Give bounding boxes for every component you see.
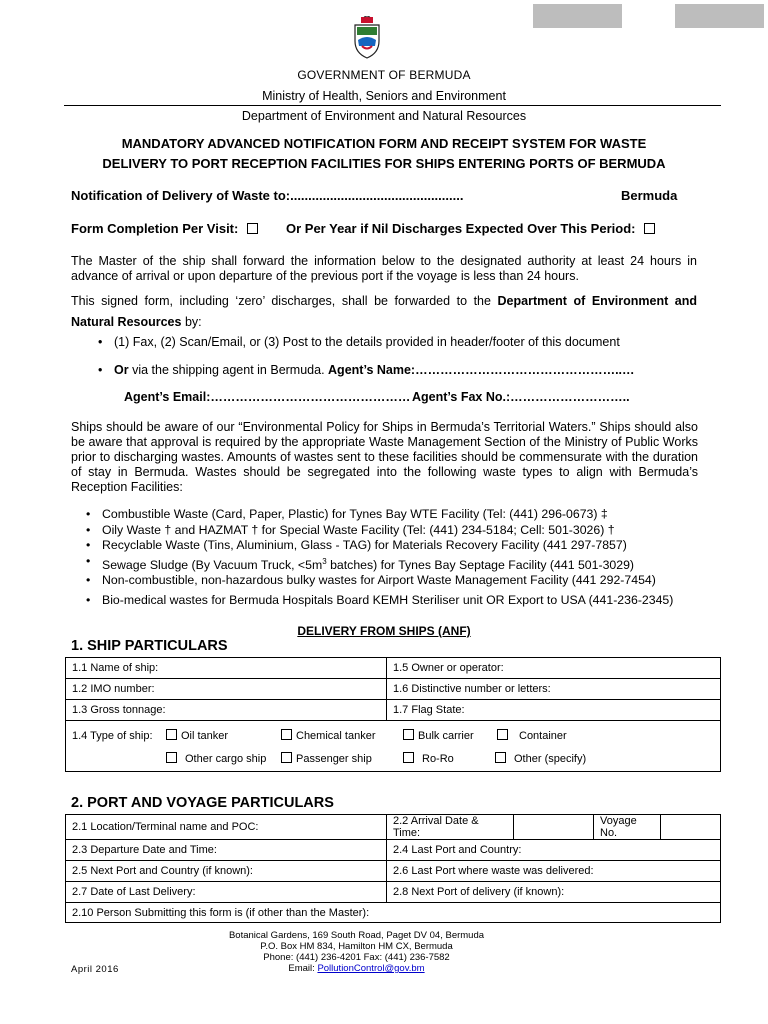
table-row (66, 882, 721, 903)
location-terminal-field[interactable]: 2.1 Location/Terminal name and POC: (66, 815, 387, 840)
port-voyage-table (65, 814, 721, 923)
per-visit-checkbox[interactable] (247, 223, 258, 234)
submission-methods-list (98, 335, 738, 349)
list-item: • Bio-medical wastes for Bermuda Hospitals Board KEMH Steriliser unit OR Export to USA (441-236-2345) (86, 593, 736, 609)
type-bulk-carrier[interactable] (403, 729, 474, 742)
arrival-date-input[interactable] (514, 815, 594, 840)
department-name: Department of Environment and Natural Resources (241, 109, 527, 123)
type-other-cargo[interactable] (166, 752, 266, 765)
checkbox-icon[interactable] (403, 729, 414, 740)
per-visit-label: Form Completion Per Visit: (71, 221, 239, 236)
completion-row (71, 221, 262, 236)
next-delivery-port-field[interactable]: 2.8 Next Port of delivery (if known): (387, 882, 721, 903)
agent-instruction: via the shipping agent in Bermuda. (128, 363, 329, 377)
ship-type-cell (66, 721, 721, 772)
intro-paragraph-2-start: This signed form, including ‘zero’ discharges, shall be forwarded to the (71, 294, 498, 308)
list-item: • Recyclable Waste (Tins, Aluminium, Glass - TAG) for Materials Recovery Facility (441 297-7857) (86, 538, 736, 554)
submission-method-text: (1) Fax, (2) Scan/Email, or (3) Post to the details provided in header/footer of this document (114, 335, 620, 349)
owner-operator-field[interactable]: 1.5 Owner or operator: (387, 658, 721, 679)
voyage-no-label: Voyage No. (594, 815, 661, 840)
table-row (66, 815, 721, 840)
type-oil-tanker-label: Oil tanker (181, 730, 229, 742)
type-passenger-ship[interactable] (281, 752, 372, 765)
checkbox-icon[interactable] (166, 729, 177, 740)
distinctive-number-field[interactable]: 1.6 Distinctive number or letters: (387, 679, 721, 700)
section-2-heading: 2. PORT AND VOYAGE PARTICULARS (71, 795, 334, 811)
header-placeholder-box-1 (533, 4, 622, 28)
delivery-heading: DELIVERY FROM SHIPS (ANF) (297, 624, 471, 638)
or-label: Or (114, 363, 129, 377)
agent-name-field[interactable]: Agent’s Name:…………………………………………..… (328, 363, 635, 377)
departure-date-field[interactable]: 2.3 Departure Date and Time: (66, 840, 387, 861)
checkbox-icon[interactable] (281, 729, 292, 740)
type-ro-ro[interactable] (403, 752, 454, 765)
type-container-label: Container (519, 730, 567, 742)
footer-phone: Phone: (441) 236-4201 Fax: (441) 236-7582 (263, 952, 450, 963)
list-item (86, 554, 736, 574)
header-placeholder-box-2 (675, 4, 764, 28)
waste-types-list (86, 507, 736, 608)
type-other[interactable] (495, 752, 586, 765)
sewage-text-end: batches) for Tynes Bay Septage Facility (441 501-3029) (326, 557, 635, 572)
type-ro-ro-label: Ro-Ro (422, 753, 454, 765)
per-year-checkbox[interactable] (644, 223, 655, 234)
last-waste-port-field[interactable]: 2.6 Last Port where waste was delivered: (387, 861, 721, 882)
table-row (66, 679, 721, 700)
type-container[interactable] (497, 729, 567, 742)
notification-label: Notification of Delivery of Waste to:................................................ (71, 188, 464, 203)
ship-type-label: 1.4 Type of ship: (72, 730, 153, 742)
imo-number-field[interactable]: 1.2 IMO number: (66, 679, 387, 700)
form-title-line-2: DELIVERY TO PORT RECEPTION FACILITIES FOR SHIPS ENTERING PORTS OF BERMUDA (102, 156, 666, 171)
agent-fax-field[interactable]: Agent’s Fax No.:……………………….. (412, 390, 630, 404)
voyage-no-input[interactable] (661, 815, 721, 840)
type-oil-tanker[interactable] (166, 729, 228, 742)
intro-paragraph-1: The Master of the ship shall forward the information below to the designated authority at least 24 hours in advance of arrival or upon departure of the previous port if the voyage is less than 24 hours. (71, 254, 697, 283)
type-other-label: Other (specify) (514, 753, 587, 765)
last-delivery-date-field[interactable]: 2.7 Date of Last Delivery: (66, 882, 387, 903)
ministry-name: Ministry of Health, Seniors and Environment (262, 89, 506, 103)
notification-location: Bermuda (621, 188, 678, 203)
footer-date: April 2016 (71, 964, 119, 975)
person-submitting-field[interactable]: 2.10 Person Submitting this form is (if other than the Master): (66, 903, 721, 923)
list-item: • Combustible Waste (Card, Paper, Plastic) for Tynes Bay WTE Facility (Tel: (441) 296-0673) ‡ (86, 507, 736, 523)
list-item (98, 363, 738, 377)
per-year-row (286, 221, 659, 236)
government-name: GOVERNMENT OF BERMUDA (297, 68, 471, 82)
per-year-label: Or Per Year if Nil Discharges Expected Over This Period: (286, 221, 636, 236)
checkbox-icon[interactable] (281, 752, 292, 763)
footer-address-line-2: P.O. Box HM 834, Hamilton HM CX, Bermuda (260, 941, 453, 952)
type-bulk-carrier-label: Bulk carrier (418, 730, 474, 742)
intro-paragraph-2-end: by: (181, 315, 202, 329)
sewage-superscript: 3 (322, 556, 327, 566)
intro-paragraph-2 (71, 291, 697, 333)
checkbox-icon[interactable] (403, 752, 414, 763)
name-of-ship-field[interactable]: 1.1 Name of ship: (66, 658, 387, 679)
type-passenger-ship-label: Passenger ship (296, 753, 372, 765)
list-item (98, 335, 738, 349)
bermuda-coat-of-arms-icon (352, 16, 382, 60)
ship-particulars-table (65, 657, 721, 772)
table-row (66, 658, 721, 679)
table-row (66, 861, 721, 882)
sewage-text: Sewage Sludge (By Vacuum Truck, <5m (102, 557, 323, 572)
list-item: • Non-combustible, non-hazardous bulky wastes for Airport Waste Management Facility (441 292-7454) (86, 573, 736, 589)
type-chemical-tanker-label: Chemical tanker (296, 730, 376, 742)
department-of-environment-bold: Department of Environment and Natural Resources (71, 294, 698, 329)
footer-address-line-1: Botanical Gardens, 169 South Road, Paget DV 04, Bermuda (228, 930, 485, 941)
header-divider (64, 105, 721, 106)
table-row (66, 840, 721, 861)
awareness-paragraph: Ships should be aware of our “Environmental Policy for Ships in Bermuda’s Territorial Waters.” Ships should also be aware that approval is required by the appropriate Waste Management Section of the Ministry of Public Works prior to discharging wastes. Amounts of wastes sent to these facilities should be commensurate with the duration of stay in Bermuda. Wastes should be segregated into the following waste types to align with Bermuda’s Reception Facilities: (71, 420, 698, 494)
next-port-field[interactable]: 2.5 Next Port and Country (if known): (66, 861, 387, 882)
form-title-line-1: MANDATORY ADVANCED NOTIFICATION FORM AND RECEIPT SYSTEM FOR WASTE (121, 136, 647, 151)
type-chemical-tanker[interactable] (281, 729, 375, 742)
agent-list (98, 363, 738, 377)
last-port-field[interactable]: 2.4 Last Port and Country: (387, 840, 721, 861)
checkbox-icon[interactable] (497, 729, 508, 740)
agent-email-field[interactable]: Agent’s Email:………………………………………… (124, 390, 411, 404)
table-row (66, 903, 721, 923)
table-row (66, 721, 721, 772)
checkbox-icon[interactable] (495, 752, 506, 763)
footer-email-link[interactable]: PollutionControl@gov.bm (317, 963, 425, 974)
checkbox-icon[interactable] (166, 752, 177, 763)
type-other-cargo-label: Other cargo ship (185, 753, 267, 765)
arrival-date-label: 2.2 Arrival Date & Time: (387, 815, 514, 840)
flag-state-field[interactable]: 1.7 Flag State: (387, 700, 721, 721)
section-1-heading: 1. SHIP PARTICULARS (71, 638, 228, 654)
gross-tonnage-field[interactable]: 1.3 Gross tonnage: (66, 700, 387, 721)
footer-email-label: Email: (288, 963, 318, 974)
table-row (66, 700, 721, 721)
list-item: • Oily Waste † and HAZMAT † for Special Waste Facility (Tel: (441) 234-5184; Cell: 501-3026) † (86, 523, 736, 539)
